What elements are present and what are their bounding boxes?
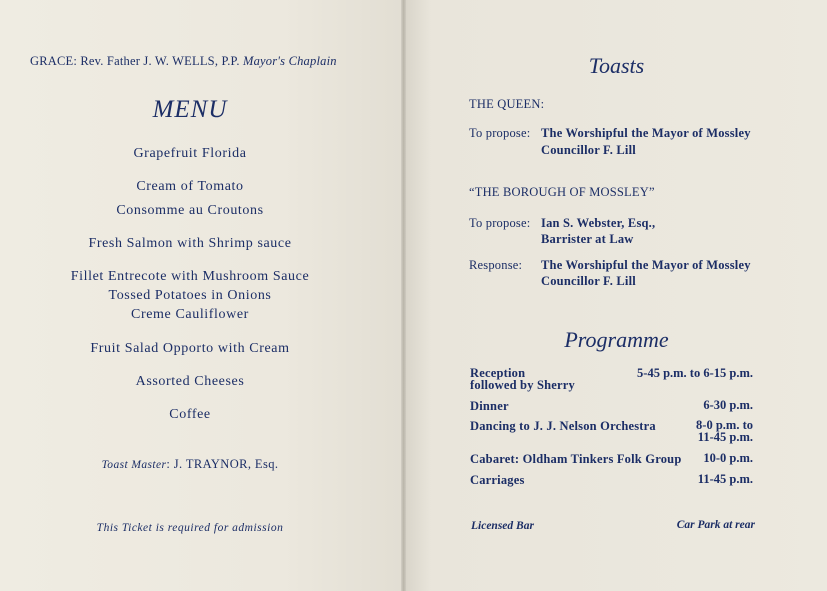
toast-responder: The Worshipful the Mayor of Mossley [541, 258, 751, 272]
ticket-note: This Ticket is required for admission [96, 522, 284, 534]
schedule-time-end: 11-45 p.m. [697, 430, 753, 444]
dish-item: Fillet Entrecote with Mushroom Sauce [70, 269, 310, 284]
dish-item: Consomme au Croutons [116, 203, 264, 218]
schedule-event: Carriages [470, 473, 525, 487]
dish-item: Tossed Potatoes in Onions [108, 288, 272, 303]
schedule-time: 6-30 p.m. [703, 398, 753, 412]
toast-proposer: The Worshipful the Mayor of Mossley [541, 126, 751, 140]
dish-item: Grapefruit Florida [133, 146, 247, 161]
grace-role: Mayor's Chaplain [242, 54, 337, 68]
dish-item: Creme Cauliflower [131, 307, 249, 322]
schedule-time: 8-0 p.m. to [696, 418, 753, 432]
schedule-time: 5-45 p.m. to 6-15 p.m. [637, 366, 753, 380]
toast-proposer: Ian S. Webster, Esq., [541, 216, 656, 230]
toast-heading: THE QUEEN: [469, 97, 545, 111]
car-park-note: Car Park at rear [676, 519, 755, 531]
dish-item: Fruit Salad Opporto with Cream [90, 341, 290, 356]
toast-proposer-title: Barrister at Law [541, 232, 634, 246]
left-page [0, 0, 402, 591]
toast-response-label: Response: [469, 258, 523, 272]
schedule-event: Dancing to J. J. Nelson Orchestra [470, 419, 656, 433]
dish-item: Fresh Salmon with Shrimp sauce [88, 236, 292, 251]
dish-item: Cream of Tomato [136, 179, 244, 194]
toast-master-line [0, 457, 380, 472]
schedule-event: Reception [470, 366, 526, 380]
grace-line [30, 54, 337, 69]
licensed-bar-note: Licensed Bar [471, 520, 534, 532]
toast-master-label: Toast Master [101, 459, 167, 471]
programme-title: Programme [564, 327, 669, 352]
schedule-event-detail: followed by Sherry [470, 378, 575, 392]
dish-item: Assorted Cheeses [135, 374, 245, 389]
schedule-time: 10-0 p.m. [703, 451, 753, 465]
toast-proposer-title: Councillor F. Lill [541, 143, 636, 157]
dish-item: Coffee [169, 407, 211, 422]
schedule-event: Dinner [470, 399, 509, 413]
toast-responder-title: Councillor F. Lill [541, 274, 636, 288]
grace-text: GRACE: Rev. Father J. W. WELLS, P.P. [30, 54, 243, 68]
right-page [406, 0, 827, 591]
schedule-time: 11-45 p.m. [697, 472, 753, 486]
toast-propose-label: To propose: [469, 216, 531, 230]
toast-master-name: : J. TRAYNOR, Esq. [166, 457, 279, 471]
schedule-event: Cabaret: Oldham Tinkers Folk Group [470, 452, 682, 466]
toast-propose-label: To propose: [469, 126, 531, 140]
menu-title: MENU [152, 96, 228, 123]
toasts-title: Toasts [588, 53, 645, 78]
toast-heading: “THE BOROUGH OF MOSSLEY” [469, 185, 655, 199]
